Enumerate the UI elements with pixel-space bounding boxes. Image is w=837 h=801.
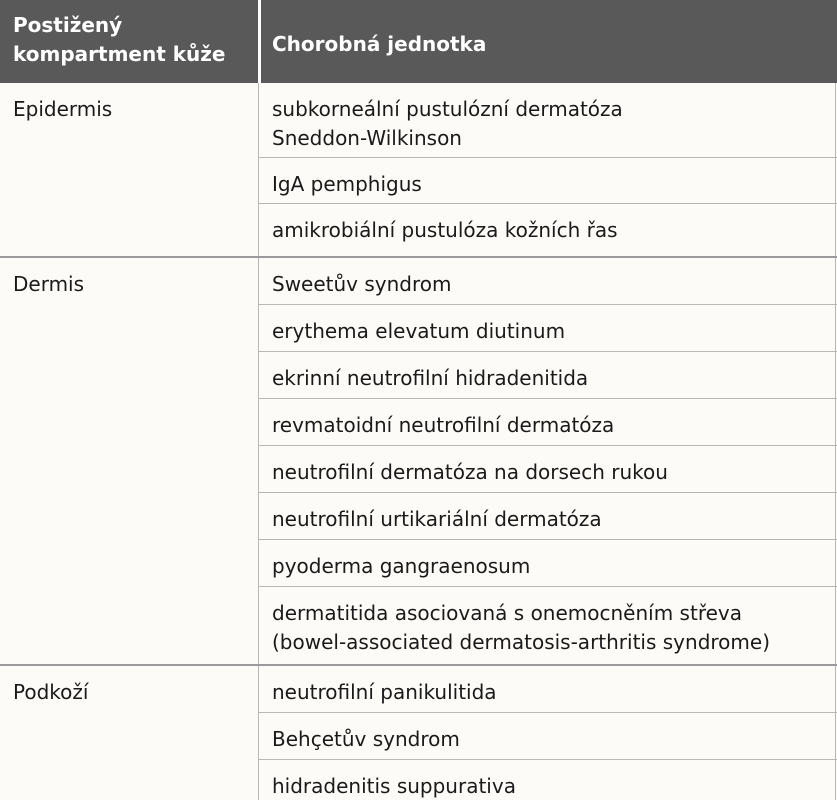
table-row — [259, 157, 837, 204]
table-row — [259, 666, 837, 712]
row-text: neutrofilní panikulitida — [272, 680, 497, 704]
row-text: IgA pemphigus — [272, 172, 422, 196]
group-label: Dermis — [13, 272, 85, 296]
row-text: Behçetův syndrom — [272, 727, 460, 751]
row-text: ekrinní neutrofilní hidradenitida — [272, 366, 589, 390]
table-row — [259, 445, 837, 493]
table-row — [259, 398, 837, 446]
row-text-line2: Sneddon-Wilkinson — [272, 126, 462, 150]
table-row — [259, 759, 837, 801]
group-label: Podkoží — [13, 680, 89, 704]
table-row — [259, 492, 837, 540]
row-text — [272, 599, 770, 657]
header-separator — [258, 0, 261, 83]
header-disease-entity: Chorobná jednotka — [272, 32, 487, 56]
row-text-line2: (bowel-associated dermatosis-arthritis syndrome) — [272, 630, 770, 654]
table-row — [259, 304, 837, 352]
row-text: pyoderma gangraenosum — [272, 554, 531, 578]
group-subcutis — [0, 666, 837, 800]
table-row — [259, 351, 837, 399]
group-epidermis — [0, 83, 837, 256]
table-row — [259, 539, 837, 587]
row-text-line1: dermatitida asociovaná s onemocněním střeva — [272, 601, 742, 625]
group-label: Epidermis — [13, 97, 113, 121]
row-text: amikrobiální pustulóza kožních řas — [272, 218, 618, 242]
row-text: neutrofilní dermatóza na dorsech rukou — [272, 460, 668, 484]
group-dermis — [0, 258, 837, 664]
table-row — [259, 586, 837, 665]
table-row — [259, 712, 837, 760]
table-row — [259, 83, 837, 157]
table-header — [0, 0, 837, 83]
row-text: hidradenitis suppurativa — [272, 774, 516, 798]
header-affected-compartment: Postižený kompartment kůže — [13, 13, 226, 66]
row-text-line1: subkorneální pustulózní dermatóza — [272, 97, 623, 121]
row-text: neutrofilní urtikariální dermatóza — [272, 507, 602, 531]
row-text: revmatoidní neutrofilní dermatóza — [272, 413, 615, 437]
row-text: erythema elevatum diutinum — [272, 319, 566, 343]
row-text — [272, 95, 623, 153]
row-text: Sweetův syndrom — [272, 272, 452, 296]
table-row — [259, 203, 837, 257]
table-row — [259, 258, 837, 304]
